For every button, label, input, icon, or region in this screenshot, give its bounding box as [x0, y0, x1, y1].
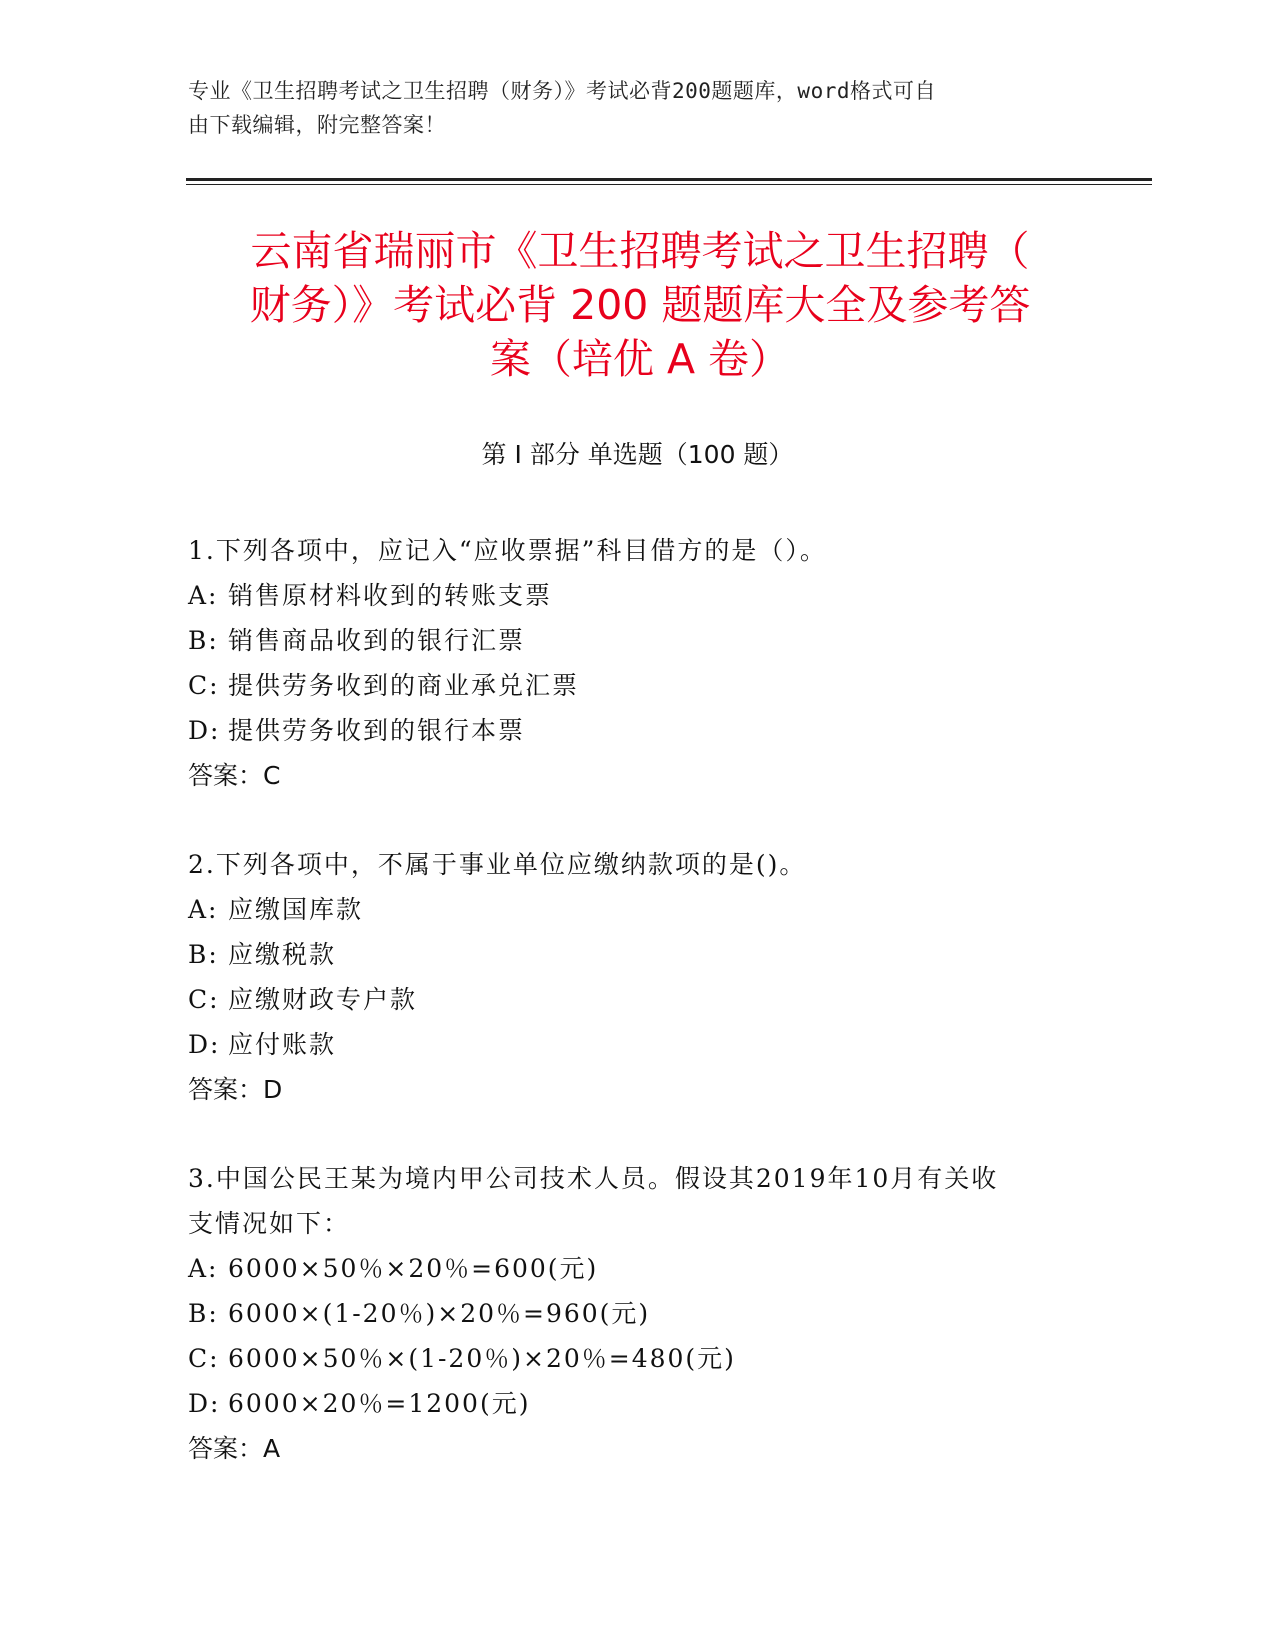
option-text: 应缴财政专户款	[228, 985, 418, 1014]
option-key: A:	[188, 1254, 219, 1283]
document-title-line-3: 案（培优 A 卷）	[489, 335, 791, 383]
option-text: 6000×50％×(1-20％)×20％=480(元)	[228, 1344, 736, 1373]
option-key: C:	[188, 1344, 220, 1373]
header-note-line-2: 由下载编辑，附完整答案！	[188, 113, 446, 137]
option-key: C:	[188, 985, 220, 1014]
option-text: 6000×(1-20％)×20％=960(元)	[228, 1299, 651, 1328]
option-text: 应缴国库款	[228, 895, 364, 924]
option-b	[188, 618, 1068, 663]
option-c	[188, 977, 1068, 1022]
option-key: C:	[188, 671, 220, 700]
option-d	[188, 1381, 1068, 1426]
header-note	[188, 74, 1068, 142]
option-d	[188, 708, 1068, 753]
question-stem: 1.下列各项中，应记入“应收票据”科目借方的是（）。	[188, 536, 827, 565]
document-title	[150, 224, 1130, 386]
option-key: B:	[188, 1299, 219, 1328]
option-key: A:	[188, 581, 219, 610]
option-a	[188, 573, 1068, 618]
option-d	[188, 1022, 1068, 1067]
option-text: 销售原材料收到的转账支票	[228, 581, 553, 610]
option-text: 6000×50％×20％=600(元)	[228, 1254, 599, 1283]
question-list	[188, 528, 1068, 1515]
question-2	[188, 842, 1068, 1112]
header-note-line-1: 专业《卫生招聘考试之卫生招聘（财务）》考试必背200题题库，word格式可自	[188, 79, 936, 103]
question-stem: 2.下列各项中，不属于事业单位应缴纳款项的是()。	[188, 850, 807, 879]
option-c	[188, 663, 1068, 708]
option-text: 应缴税款	[228, 940, 337, 969]
question-1	[188, 528, 1068, 798]
document-title-line-2: 财务）》考试必背 200 题题库大全及参考答	[249, 281, 1031, 329]
option-key: D:	[188, 1389, 221, 1418]
header-divider-thin	[186, 184, 1152, 185]
section-heading: 第 I 部分 单选题（100 题）	[481, 440, 794, 469]
answer-line: 答案：A	[188, 1434, 281, 1463]
option-text: 提供劳务收到的商业承兑汇票	[228, 671, 580, 700]
option-key: B:	[188, 626, 219, 655]
option-key: B:	[188, 940, 219, 969]
option-text: 6000×20％=1200(元)	[228, 1389, 531, 1418]
option-b	[188, 1291, 1068, 1336]
option-text: 提供劳务收到的银行本票	[228, 716, 526, 745]
question-3	[188, 1156, 1068, 1471]
option-b	[188, 932, 1068, 977]
document-title-line-1: 云南省瑞丽市《卫生招聘考试之卫生招聘（	[250, 227, 1030, 275]
option-text: 应付账款	[228, 1030, 337, 1059]
question-stem-continued: 支情况如下：	[188, 1209, 351, 1238]
option-a	[188, 887, 1068, 932]
answer-line: 答案：D	[188, 1075, 283, 1104]
option-key: D:	[188, 716, 221, 745]
answer-line: 答案：C	[188, 761, 281, 790]
option-key: A:	[188, 895, 219, 924]
option-text: 销售商品收到的银行汇票	[228, 626, 526, 655]
option-key: D:	[188, 1030, 221, 1059]
header-divider-thick	[186, 178, 1152, 181]
option-a	[188, 1246, 1068, 1291]
option-c	[188, 1336, 1068, 1381]
question-stem: 3.中国公民王某为境内甲公司技术人员。假设其2019年10月有关收	[188, 1164, 999, 1193]
